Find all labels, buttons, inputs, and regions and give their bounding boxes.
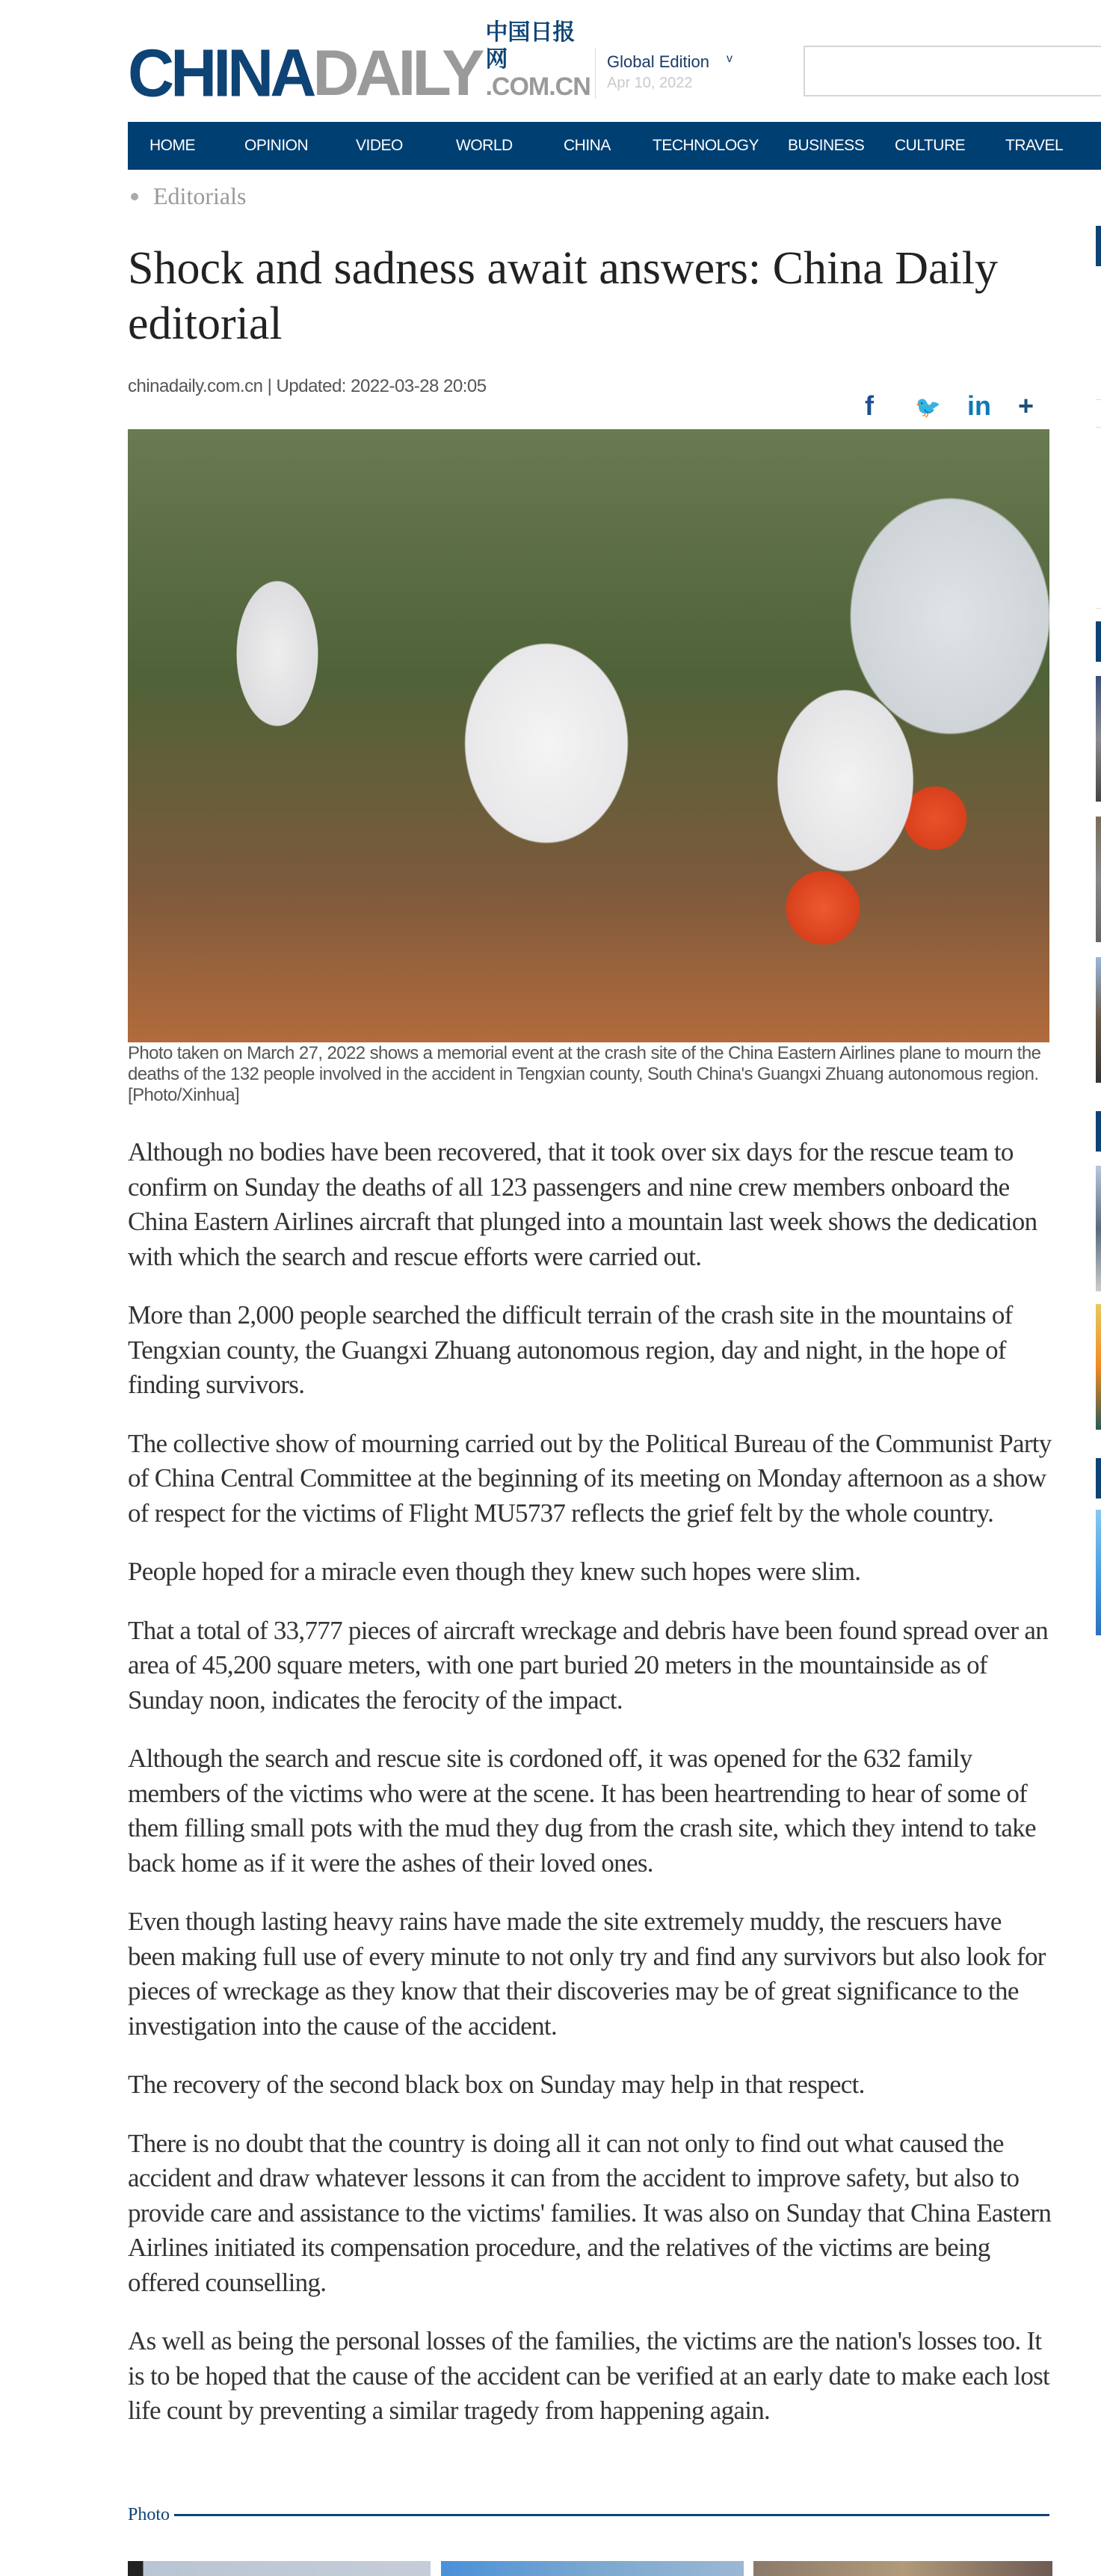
logo-daily: DAILY	[312, 37, 481, 109]
sidebar-section-header	[1096, 226, 1101, 266]
photo-section-header	[128, 2505, 1049, 2525]
nav-video[interactable]: VIDEO	[356, 137, 403, 154]
sidebar-section-header	[1096, 621, 1101, 662]
paragraph: More than 2,000 people searched the difficult terrain of the crash site in the mountains of Tengxian county, the Guangxi Zhuang autonomous region, day and night, in the hope of finding survivors.	[128, 1300, 1013, 1399]
logo-chinese: 中国日报网	[485, 19, 576, 73]
nav-world[interactable]: WORLD	[456, 137, 513, 154]
paragraph: Even though lasting heavy rains have made the site extremely muddy, the rescuers have been making full use of every minute to not only try and find any survivors but also look for pieces of wreckage as they know that their discoveries may be of great significance to the investigation into the cause of the accident.	[128, 1907, 1046, 2041]
sidebar-thumbnail[interactable]	[1096, 957, 1101, 1083]
paragraph: There is no doubt that the country is doing all it can not only to find out what caused the accident and draw whatever lessons it can from the accident to improve safety, but also to provide care and assistance to the victims' families. It was also on Sunday that China Eastern Airlines initiated its compensation procedure, and the relatives of the victims are being offered counselling.	[128, 2128, 1052, 2297]
photo-thumbnail[interactable]	[128, 2561, 431, 2576]
nav-technology[interactable]: TECHNOLOGY	[653, 137, 759, 154]
sidebar-divider	[1096, 399, 1101, 400]
header-divider	[595, 48, 596, 99]
sidebar-section-header	[1096, 1458, 1101, 1498]
nav-opinion[interactable]: OPINION	[244, 137, 309, 154]
sidebar-divider	[1096, 608, 1101, 609]
paragraph: Although no bodies have been recovered, that it took over six days for the rescue team to confirm on Sunday the deaths of all 123 passengers and nine crew members onboard the China Eastern Airlines aircraft that plunged into a mountain last week shows the dedication with which the search and rescue efforts were carried out.	[128, 1137, 1037, 1271]
sidebar-thumbnail[interactable]	[1096, 1510, 1101, 1635]
photo-section-label[interactable]: Photo	[128, 2505, 170, 2524]
paragraph: Although the search and rescue site is cordoned off, it was opened for the 632 family members of the victims who were at the scene. It has been heartrending to hear of some of them filling small pots with the mud they dug from the crash site, which they intend to take back home as if it were the ashes of their loved ones.	[128, 1744, 1036, 1878]
logo-side	[485, 19, 590, 100]
logo-china: CHINA	[128, 35, 313, 111]
logo-domain: .COM.CN	[485, 73, 590, 101]
article-body	[128, 1135, 1052, 2453]
nav-travel[interactable]: TRAVEL	[1005, 137, 1064, 154]
nav-culture[interactable]: CULTURE	[895, 137, 966, 154]
edition-selector[interactable]: Global Edition	[607, 52, 709, 71]
twitter-icon[interactable]: 🐦	[915, 396, 941, 419]
linkedin-icon[interactable]: in	[967, 390, 991, 421]
search-input[interactable]	[804, 46, 1101, 96]
section-rule	[174, 2514, 1049, 2516]
sidebar-thumbnail[interactable]	[1096, 817, 1101, 942]
chevron-down-icon[interactable]: v	[727, 52, 733, 65]
header-date: Apr 10, 2022	[607, 75, 693, 91]
paragraph: The collective show of mourning carried out by the Political Bureau of the Communist Party of China Central Committee at the beginning of its meeting on Monday afternoon as a show of respect for the victims of Flight MU5737 reflects the grief felt by the whole country.	[128, 1428, 1052, 1528]
photo-caption: Photo taken on March 27, 2022 shows a memorial event at the crash site of the China Eastern Airlines plane to mourn the deaths of the 132 people involved in the accident in Tengxian county, South China's Guangxi Zhuang autonomous region. [Photo/Xinhua]	[128, 1043, 1041, 1105]
sidebar-divider	[1096, 427, 1101, 428]
sidebar-thumbnail[interactable]	[1096, 1166, 1101, 1291]
share-more-icon[interactable]: +	[1018, 390, 1034, 421]
paragraph: People hoped for a miracle even though they knew such hopes were slim.	[128, 1557, 861, 1586]
main-nav	[128, 122, 1101, 170]
article-byline: chinadaily.com.cn | Updated: 2022-03-28 20:05	[128, 376, 487, 396]
article-title: Shock and sadness await answers: China Daily editorial	[128, 243, 998, 349]
sidebar-section-header	[1096, 1111, 1101, 1152]
breadcrumb	[128, 182, 246, 210]
sidebar-thumbnail[interactable]	[1096, 1304, 1101, 1430]
nav-business[interactable]: BUSINESS	[788, 137, 865, 154]
breadcrumb-editorials[interactable]: Editorials	[153, 182, 247, 209]
paragraph: That a total of 33,777 pieces of aircraft wreckage and debris have been found spread over an area of 45,200 square meters, with one part buried 20 meters in the mountainside as of Sunday noon, indicates the ferocity of the impact.	[128, 1615, 1049, 1715]
photo-thumbnail[interactable]	[753, 2561, 1052, 2576]
nav-china[interactable]: CHINA	[564, 137, 611, 154]
paragraph: The recovery of the second black box on Sunday may help in that respect.	[128, 2070, 865, 2099]
nav-home[interactable]: HOME	[149, 137, 195, 154]
paragraph: As well as being the personal losses of the families, the victims are the nation's losses too. It is to be hoped that the cause of the accident can be verified at an early date to make each lost life count by preventing a similar tragedy from happening again.	[128, 2326, 1050, 2425]
sidebar-thumbnail[interactable]	[1096, 676, 1101, 802]
bullet-icon	[131, 193, 138, 200]
china-daily-logo[interactable]	[128, 19, 590, 111]
article-photo	[128, 429, 1049, 1042]
facebook-icon[interactable]: f	[865, 390, 874, 421]
photo-thumbnail[interactable]	[441, 2561, 744, 2576]
